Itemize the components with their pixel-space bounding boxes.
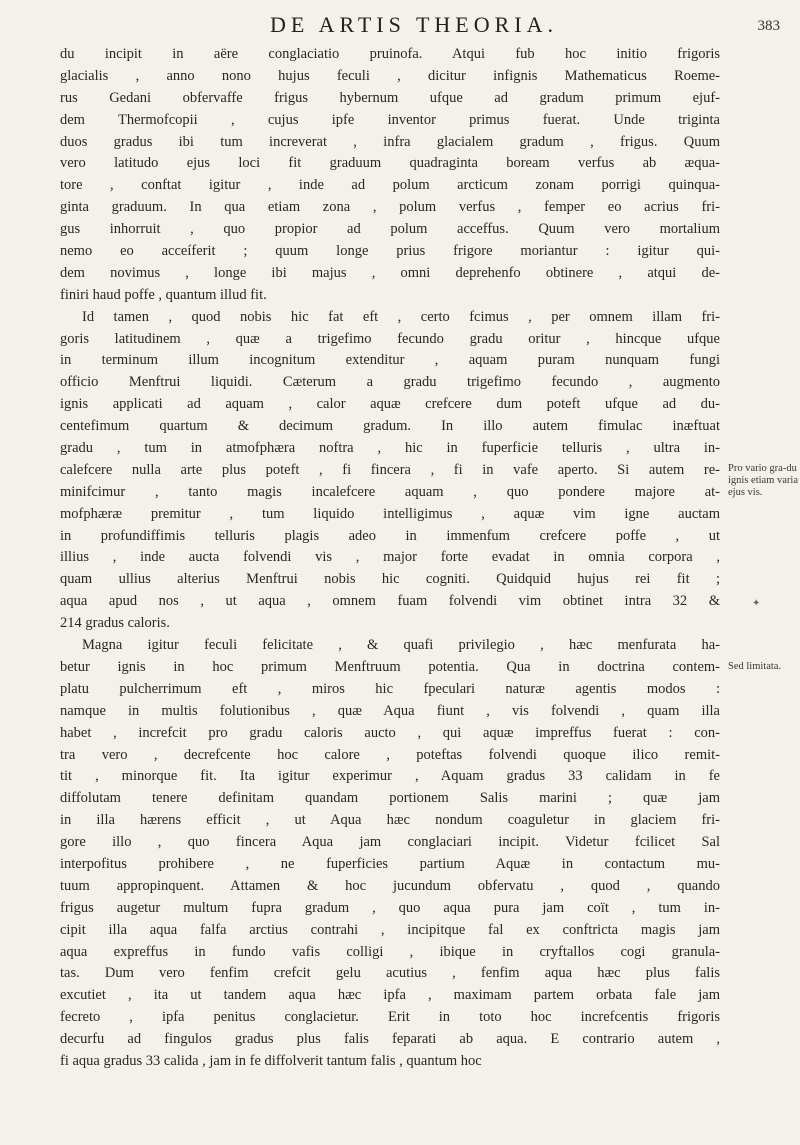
text-line: interpofitus prohibere , ne fuperficies partium Aquæ in contactum mu- xyxy=(60,855,720,872)
text-line: fecreto , ipfa penitus conglacietur. Erit in toto hoc increfcentis frigoris xyxy=(60,1009,720,1026)
text-line: betur ignis in hoc primum Menftruum potentia. Qua in doctrina contem- xyxy=(60,658,720,675)
text-line: du incipit in aëre conglaciatio pruinofa. Atqui fub hoc initio frigoris xyxy=(60,46,720,62)
text-line: calefcere nulla arte plus poteft , fi fincera , fi in vafe aperto. Si autem re- xyxy=(60,461,720,478)
text-line: tuum appropinquent. Attamen & hoc jucundum obfervatu , quod , quando xyxy=(60,877,720,894)
text-line: Magna igitur feculi felicitate , & quafi privilegio , hæc menfurata ha- xyxy=(82,637,720,654)
text-line: goris latitudinem , quæ a trigefimo fecundo gradu oritur , hincque ufque xyxy=(60,330,720,347)
text-line: in illa hærens efficit , ut Aqua hæc nondum coaguletur in glaciem fri- xyxy=(60,812,720,829)
text-line: rus Gedani obfervaffe frigus hybernum ufque ad gradum primum ejuf- xyxy=(60,89,720,106)
text-line: minifcimur , tanto magis incalefcere aquam , quo pondere majore at- xyxy=(60,483,720,500)
text-line: centefimum quartum & decimum gradum. In illo autem fimulac inæftuat xyxy=(60,418,720,435)
text-line: platu pulcherrimum eft , miros hic fpeculari naturæ agentis modos : xyxy=(60,680,720,697)
text-line: glacialis , anno nono hujus feculi , dicitur infignis Mathematicus Roeme- xyxy=(60,67,720,84)
text-line: namque in multis folutionibus , quæ Aqua fiunt , vis folvendi , quam illa xyxy=(60,702,720,719)
running-title: DE ARTIS THEORIA. xyxy=(270,12,558,37)
page-header xyxy=(60,12,780,42)
margin-note-2: Sed limitata. xyxy=(728,661,782,672)
text-line: gus inhorruit , quo propior ad polum acceffus. Quum vero mortalium xyxy=(60,221,720,238)
text-line: tas. Dum vero fenfim crefcit gelu acutius , fenfim aqua hæc plus falis xyxy=(60,965,720,982)
text-line: cipit illa aqua falfa arctius contrahi , incipitque fal ex conftricta magis jam xyxy=(60,921,720,938)
margin-mark: ✦ xyxy=(752,598,761,609)
text-line: aqua expreffus in fundo vafis colligi , ibique in cryftallos cogi granula- xyxy=(60,943,720,960)
text-line: dem novimus , longe ibi majus , omni deprehenfo obtinere , atqui de- xyxy=(60,264,720,281)
text-line: fi aqua gradus 33 calida , jam in fe diffolverit tantum falis , quantum hoc xyxy=(60,1052,482,1069)
text-line: diffolutam tenere definitam quandam portionem Salis marini ; quæ jam xyxy=(60,790,720,807)
text-line: quam ullius alterius Menftrui nobis hic cogniti. Quidquid hujus rei fit ; xyxy=(60,571,720,588)
text-line: officio Menftrui liquidi. Cæterum a gradu trigefimo fecundo , augmento xyxy=(60,374,720,391)
body-text xyxy=(60,44,720,1073)
margin-note-1: Pro vario gra-du ignis etiam varia ejus vis. xyxy=(728,463,798,498)
text-line: finiri haud poffe , quantum illud fit. xyxy=(60,286,267,303)
text-line: in terminum illum incognitum extenditur , aquam puram nunquam fungi xyxy=(60,352,720,369)
text-line: tore , conftat igitur , inde ad polum arcticum zonam porrigi quinqua- xyxy=(60,177,720,194)
text-line: illius , inde aucta folvendi vis , major forte evadat in omnia corpora , xyxy=(60,549,720,566)
text-line: 214 gradus caloris. xyxy=(60,615,170,632)
text-line: Id tamen , quod nobis hic fat eft , certo fcimus , per omnem illam fri- xyxy=(82,308,720,325)
text-line: decurfu ad fingulos gradus plus falis feparati ab aqua. E contrario autem , xyxy=(60,1031,720,1048)
text-line: gradu , tum in atmofphæra noftra , hic in fuperficie telluris , ultra in- xyxy=(60,440,720,457)
text-line: tra vero , decrefcente hoc calore , poteftas folvendi quoque ilico remit- xyxy=(60,746,720,763)
text-line: habet , increfcit pro gradu caloris aucto , qui aquæ impreffus fuerat : con- xyxy=(60,724,720,741)
text-line: frigus augetur multum fupra gradum , quo aqua pura jam coït , tum in- xyxy=(60,899,720,916)
page-number: 383 xyxy=(757,18,780,34)
text-line: dem Thermofcopii , cujus ipfe inventor primus fuerat. Unde triginta xyxy=(60,111,720,128)
text-line: vero latitudo ejus loci fit graduum quadraginta boream verfus ab æqua- xyxy=(60,155,720,172)
text-line: ignis applicati ad aquam , calor aquæ crefcere dum poteft ufque ad du- xyxy=(60,396,720,413)
text-line: nemo eo acceíferit ; quum longe prius frigore moriantur : igitur qui- xyxy=(60,243,720,260)
text-line: ginta graduum. In qua etiam zona , polum verfus , femper eo acrius fri- xyxy=(60,199,720,216)
text-line: mofphæræ premitur , tum liquido intelligimus , aquæ vim igne auctam xyxy=(60,505,720,522)
text-line: gore illo , quo fincera Aqua jam conglaciari incipit. Videtur fcilicet Sal xyxy=(60,834,720,851)
text-line: excutiet , ita ut tandem aqua hæc ipfa , maximam partem orbata fale jam xyxy=(60,987,720,1004)
text-line: duos gradus ibi tum increverat , infra glacialem gradum , frigus. Quum xyxy=(60,133,720,150)
text-line: in profundiffimis telluris plagis adeo in immenfum crefcere poffe , ut xyxy=(60,527,720,544)
text-line: aqua apud nos , ut aqua , omnem fuam folvendi vim obtinet intra 32 & xyxy=(60,593,720,610)
text-line: tit , minorque fit. Ita igitur experimur , Aquam gradus 33 calidam in fe xyxy=(60,768,720,785)
